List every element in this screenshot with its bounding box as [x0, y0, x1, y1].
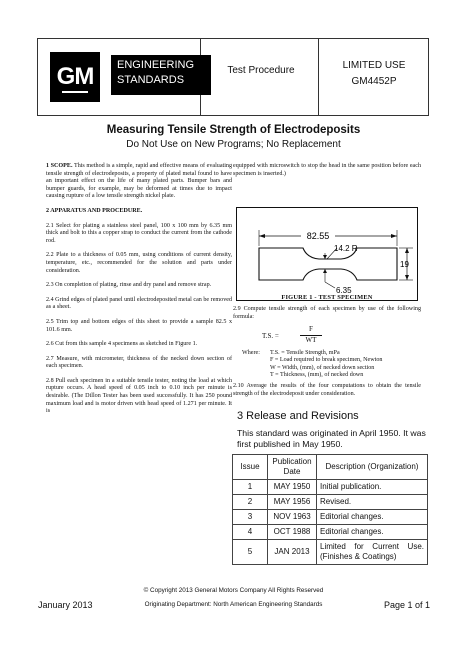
specimen-outline: [259, 248, 397, 280]
col-description: Description (Organization): [317, 455, 428, 480]
paragraph-2-8-continued: equipped with microswitch to stop the head in the same position before each specimen is inserted.): [233, 163, 421, 177]
release-heading: 3 Release and Revisions: [237, 410, 359, 422]
col-issue: Issue: [233, 455, 268, 480]
specimen-drawing: [237, 208, 417, 300]
paragraph-2-10: 2.10 Average the results of the four computations to obtain the tensile strength of the electrodeposit under consideration.: [233, 383, 421, 397]
page-subtitle: Do Not Use on New Programs; No Replacement: [126, 139, 341, 150]
length-arrow-right: [391, 234, 397, 238]
gm-logo: [50, 52, 100, 102]
radius-label: 14.2 R: [334, 244, 358, 253]
figure-1-test-specimen: [236, 207, 418, 301]
paragraph-2-4: 2.4 Grind edges of plated panel until electrodeposited metal can be removed as a sheet.: [46, 296, 232, 311]
issue-cell: 4: [233, 525, 268, 540]
date-cell: MAY 1956: [268, 495, 317, 510]
date-cell: MAY 1950: [268, 480, 317, 495]
table-row: [233, 540, 428, 565]
tensile-strength-formula: [262, 325, 392, 347]
section-1-text: This method is a simple, rapid and effective means of evaluating tensile strength of electrodeposits, a property of plated metal found to have an important effect on the life of many plated parts. Bumper bars and bumper guards, for example, may be deformed at times due to impact causing rupture of a low tensile strength nickel plate.: [46, 163, 232, 200]
paragraph-2-9: 2.9 Compute tensile strength of each specimen by use of the following formula:: [233, 306, 421, 320]
date-cell: NOV 1963: [268, 510, 317, 525]
issue-cell: 2: [233, 495, 268, 510]
section-2-heading-text: 2 APPARATUS AND PROCEDURE.: [46, 207, 143, 214]
issue-cell: 5: [233, 540, 268, 565]
where-label: Where:: [242, 350, 260, 356]
height-arrow-top: [405, 248, 409, 253]
section-2-heading: [46, 208, 232, 216]
description-cell: Initial publication.: [317, 480, 428, 495]
badge-line-2: STANDARDS: [117, 74, 185, 86]
description-cell: Editorial changes.: [317, 525, 428, 540]
left-column: [46, 163, 232, 423]
footer-page-number: Page 1 of 1: [384, 600, 431, 610]
where-item: W = Width, (mm), of necked down section: [270, 364, 375, 371]
badge-line-1: ENGINEERING: [117, 59, 195, 71]
paragraph-2-1: 2.1 Select for plating a stainless steel panel, 100 x 100 mm by 6.35 mm thick and bolt to this a copper strap to conduct the current from the cathode rod.: [46, 222, 232, 244]
document-type: Test Procedure: [227, 65, 295, 76]
date-cell: JAN 2013: [268, 540, 317, 565]
neck-leader: [325, 282, 335, 288]
length-dimension-label: 82.55: [306, 231, 330, 241]
neck-arrow-bottom: [323, 269, 327, 273]
table-row: [233, 510, 428, 525]
table-row: [233, 525, 428, 540]
paragraph-2-7: 2.7 Measure, with micrometer, thickness of the necked down section of each specimen.: [46, 355, 232, 370]
description-cell: Limited for Current Use. (Finishes & Coatings): [317, 540, 428, 565]
copyright-notice: © Copyright 2013 General Motors Company All Rights Reserved: [143, 587, 324, 594]
release-text: This standard was originated in April 1950. It was first published in May 1950.: [237, 428, 426, 449]
revision-table-header: [233, 455, 428, 480]
paragraph-2-3: 2.3 On completion of plating, rinse and dry panel and remove strap.: [46, 282, 212, 289]
height-dimension-label: 19: [400, 260, 409, 269]
where-item: F = Load required to break specimen, Newton: [270, 357, 383, 364]
table-row: [233, 495, 428, 510]
paragraph-2-6: 2.6 Cut from this sample 4 specimens as sketched in Figure 1.: [46, 341, 198, 348]
formula-denominator: WT: [305, 336, 317, 344]
footer-date: January 2013: [38, 600, 93, 610]
revision-table: [232, 454, 428, 565]
paragraph-2-8: 2.8 Pull each specimen in a suitable tensile tester, noting the load at which rupture occurs. A head speed of 0.05 inch to 0.10 inch per minute is desirable. (The Dillon Tester has been used successfully. It has 250 pound maximum load and is motor driven with head speed of 1.271 per minute. It is: [46, 377, 232, 415]
formula-lhs: T.S. =: [262, 332, 279, 340]
engineering-standards-badge: [111, 55, 211, 95]
gm-logo-underline: [62, 91, 88, 93]
height-arrow-bottom: [405, 275, 409, 280]
header-divider: [318, 39, 319, 115]
page-title: Measuring Tensile Strength of Electrodeposits: [106, 124, 361, 136]
neck-dimension-label: 6.35: [336, 286, 352, 295]
limited-use-label: LIMITED USE: [342, 60, 406, 71]
paragraph-2-2: 2.2 Plate to a thickness of 0.05 mm, using conditions of current density, temperature, etc., recommended for the solution and parts under consideration.: [46, 252, 232, 274]
description-cell: Editorial changes.: [317, 510, 428, 525]
issue-cell: 1: [233, 480, 268, 495]
date-cell: OCT 1988: [268, 525, 317, 540]
limited-use-block: [320, 58, 428, 90]
footer-department: Originating Department: North American Engineering Standards: [144, 601, 323, 608]
issue-cell: 3: [233, 510, 268, 525]
description-cell: Revised.: [317, 495, 428, 510]
gm-logo-text: GM: [56, 63, 94, 90]
length-arrow-left: [259, 234, 265, 238]
where-item: T = Thickness, (mm), of necked down: [270, 371, 364, 378]
formula-legend: [242, 350, 422, 379]
document-number: GM4452P: [351, 76, 397, 87]
figure-caption: FIGURE 1 - TEST SPECIMEN: [281, 294, 373, 301]
section-1-scope: [46, 163, 232, 201]
formula-numerator: F: [309, 325, 313, 333]
paragraph-2-5: 2.5 Trim top and bottom edges of this sheet to provide a sample 82.5 x 101.6 mm.: [46, 318, 232, 333]
where-item: T.S. = Tensile Strength, mPa: [270, 350, 340, 356]
col-publication-date: Publication Date: [268, 455, 317, 480]
table-row: [233, 480, 428, 495]
neck-arrow-top: [323, 255, 327, 259]
section-1-heading: 1 SCOPE.: [46, 163, 73, 169]
